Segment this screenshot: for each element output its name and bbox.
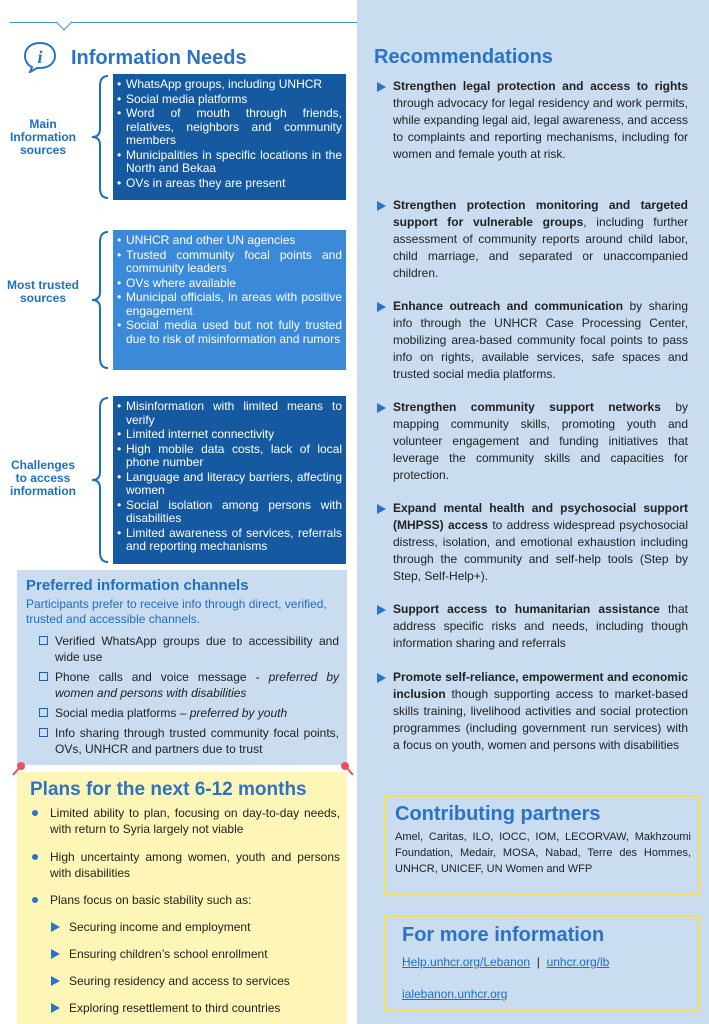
bullet-icon <box>32 854 38 860</box>
arrow-icon <box>377 302 386 312</box>
more-info-box <box>384 915 700 1012</box>
recommendation-item: Strengthen legal protection and access to rights through advocacy for legal residency and work permits, while expanding legal aid, legal awareness, and access to complaints and reporting mechanisms, including for women and female youth at risk. <box>375 78 688 163</box>
list-item: • WhatsApp groups, including UNHCR <box>113 78 342 92</box>
plans-panel <box>17 772 347 1024</box>
preferred-channel-item: Social media platforms – preferred by youth <box>39 705 339 721</box>
preferred-channel-item: Info sharing through trusted community focal points, OVs, UNHCR and partners due to trust <box>39 725 339 757</box>
list-item: • OVs in areas they are present <box>113 177 342 191</box>
help-unhcr-link[interactable]: Help.unhcr.org/Lebanon <box>402 955 531 969</box>
trusted-sources-box <box>113 230 346 370</box>
recommendation-item: Support access to humanitarian assistance that address specific risks and needs, including though information sharing and referrals <box>375 601 688 652</box>
recommendation-item: Enhance outreach and communication by sharing info through the UNHCR Case Processing Center, mobilizing area-based community focal points to pass info on rights, available services, safe spaces and trusted social media platforms. <box>375 298 688 383</box>
brace-icon <box>88 74 110 200</box>
right-column <box>357 0 709 1024</box>
plans-sub-point: Exploring resettlement to third countries <box>51 1000 341 1024</box>
list-item: • Social media used but not fully trusted due to risk of misinformation and rumors <box>113 319 342 346</box>
arrow-icon <box>377 403 386 413</box>
plans-sub-point: Seuring residency and access to services <box>51 973 341 1000</box>
arrow-icon <box>51 1003 60 1013</box>
recommendation-item: Strengthen protection monitoring and targeted support for vulnerable groups, including further assessment of community reports around child labor, child marriage, and separated or unaccompanied children. <box>375 197 688 282</box>
bullet-icon <box>32 810 38 816</box>
link-separator: | <box>536 955 540 969</box>
ialebanon-link[interactable]: ialebanon.unhcr.org <box>402 987 508 1001</box>
checkbox-icon <box>39 728 48 737</box>
preferred-channels-panel <box>17 570 347 765</box>
arrow-icon <box>51 922 60 932</box>
arrow-icon <box>51 949 60 959</box>
unhcr-lb-link[interactable]: unhcr.org/lb <box>546 955 610 969</box>
more-info-title: For more information <box>402 924 605 946</box>
partners-box <box>384 795 700 895</box>
category-label-trusted-sources: Most trusted sources <box>7 278 79 305</box>
brace-icon <box>88 396 110 564</box>
plans-sub-point: Ensuring children’s school enrollment <box>51 946 341 973</box>
list-item: • Social media platforms <box>113 93 342 107</box>
list-item: • UNHCR and other UN agencies <box>113 234 342 248</box>
bullet-icon <box>32 897 38 903</box>
list-item: • Limited awareness of services, referrals and reporting mechanisms <box>113 527 342 554</box>
plans-point: Limited ability to plan, focusing on day-to-day needs, with return to Syria largely not viable <box>30 805 340 837</box>
preferred-channel-item: Phone calls and voice message - preferred by women and persons with disabilities <box>39 669 339 701</box>
recommendation-item: Promote self-reliance, empowerment and economic inclusion though supporting access to market-based skills training, livelihood activities and social protection programmes (including government run services) with a focus on youth, women and persons with disabilities <box>375 669 688 754</box>
preferred-channel-item: Verified WhatsApp groups due to accessibility and wide use <box>39 633 339 665</box>
checkbox-icon <box>39 672 48 681</box>
list-item: • High mobile data costs, lack of local phone number <box>113 443 342 470</box>
arrow-icon <box>377 201 386 211</box>
plans-point: Plans focus on basic stability such as: <box>30 892 340 908</box>
list-item: • Municipalities in specific locations in the North and Bekaa <box>113 149 342 176</box>
arrow-icon <box>377 504 386 514</box>
preferred-channels-subtitle: Participants prefer to receive info through direct, verified, trusted and accessible channels. <box>26 597 327 626</box>
partners-list: Amel, Caritas, ILO, IOCC, IOM, LECORVAW, Makhzoumi Foundation, Medair, MOSA, Nabad, Terre des Hommes, UNHCR, UNICEF, UN Women and WFP <box>395 831 691 875</box>
preferred-channels-title: Preferred information channels <box>26 577 249 594</box>
list-item: • Misinformation with limited means to verify <box>113 400 342 427</box>
arrow-icon <box>377 673 386 683</box>
list-item: • Municipal officials, in areas with positive engagement <box>113 291 342 318</box>
recommendation-item: Expand mental health and psychosocial support (MHPSS) access to address widespread psychosocial distress, isolation, and emotional exhaustion including through the community and self-help tools (Step by Step, Self-Help+). <box>375 500 688 585</box>
challenges-box <box>113 396 346 564</box>
category-label-challenges: Challenges to access information <box>10 458 76 498</box>
list-item: • Word of mouth through friends, relatives, neighbors and community members <box>113 107 342 148</box>
plans-title: Plans for the next 6-12 months <box>30 779 307 800</box>
info-needs-title: Information Needs <box>71 47 247 69</box>
plans-point: High uncertainty among women, youth and persons with disabilities <box>30 849 340 881</box>
list-item: • Trusted community focal points and community leaders <box>113 249 342 276</box>
recommendation-item: Strengthen community support networks by mapping community skills, promoting youth and volunteer engagement and funding initiatives that leverage the community skills and capacities for protection. <box>375 399 688 484</box>
header-notch <box>56 14 73 31</box>
svg-text:i: i <box>37 47 43 67</box>
recommendations-title: Recommendations <box>374 46 553 68</box>
brace-icon <box>88 230 110 370</box>
arrow-icon <box>377 605 386 615</box>
arrow-icon <box>377 82 386 92</box>
checkbox-icon <box>39 708 48 717</box>
info-icon <box>22 41 58 73</box>
list-item: • Limited internet connectivity <box>113 428 342 442</box>
category-label-main-sources: Main Information sources <box>10 117 76 157</box>
list-item: • Language and literacy barriers, affecting women <box>113 471 342 498</box>
partners-title: Contributing partners <box>395 803 601 825</box>
main-sources-box <box>113 74 346 200</box>
list-item: • Social isolation among persons with disabilities <box>113 499 342 526</box>
arrow-icon <box>51 976 60 986</box>
checkbox-icon <box>39 636 48 645</box>
list-item: • OVs where available <box>113 277 342 291</box>
plans-sub-point: Securing income and employment <box>51 919 341 946</box>
